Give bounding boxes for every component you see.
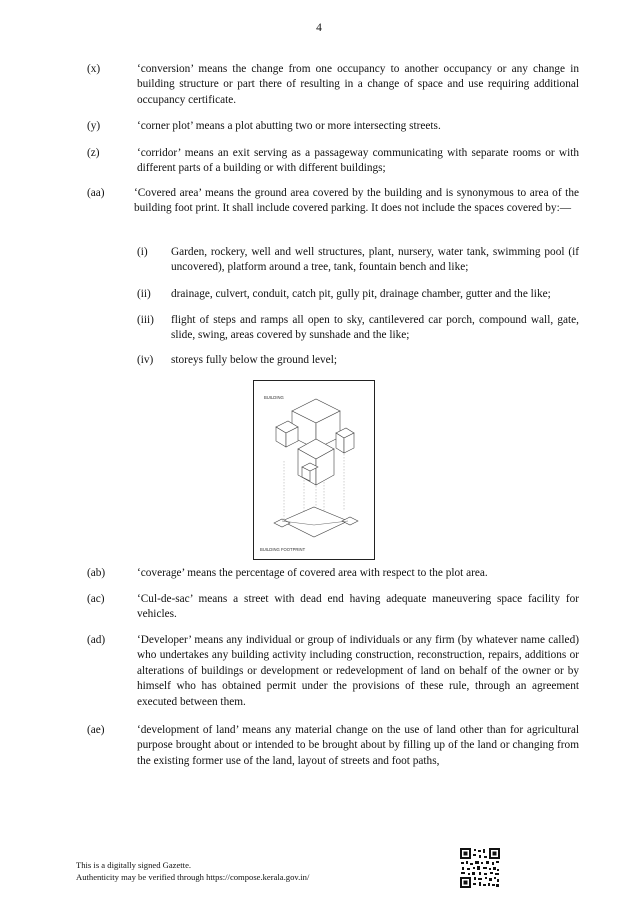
- clause-label: (ad): [87, 634, 106, 646]
- subclause-text: flight of steps and ramps all open to sky, cantilevered car porch, compound wall, gate, slide, swing, areas covered by sunshade and the like;: [171, 314, 579, 342]
- clause-text: ‘coverage’ means the percentage of covered area with respect to the plot area.: [137, 567, 488, 579]
- subclause-iii: [137, 313, 579, 344]
- subclause-iv: [137, 353, 579, 368]
- clause-ad: [87, 633, 579, 710]
- clause-ab: [87, 566, 579, 581]
- clause-text: ‘development of land’ means any material change on the use of land other than for agricultural purpose brought about or intended to be brought about by filling up of the land or changing from the existing former use of the land, layout of streets and foot paths,: [137, 724, 579, 767]
- clause-label: (ae): [87, 724, 105, 736]
- clause-ae: [87, 723, 579, 769]
- page-number: 4: [316, 22, 322, 34]
- clause-z: [87, 146, 579, 177]
- subclause-label: (ii): [137, 288, 151, 300]
- gazette-footer: [76, 860, 309, 883]
- subclause-ii: [137, 287, 579, 302]
- figure-label-footprint: BUILDING FOOTPRINT: [260, 547, 306, 552]
- clause-y: [87, 119, 579, 134]
- clause-aa: [87, 186, 579, 217]
- building-isometric-drawing: [254, 381, 374, 559]
- clause-label: (z): [87, 147, 100, 159]
- subclause-i: [137, 245, 579, 276]
- qr-code-icon: [460, 848, 500, 888]
- clause-text: ‘Developer’ means any individual or group of individuals or any firm (by whatever name called) who undertakes any building activity including construction, reconstruction, repairs, additions or alterations of buildings or development or redevelopment of land on behalf of the owner or by himself who has obtained permit under the provisions of these rule, through an agreement executed between them.: [137, 634, 579, 708]
- subclause-label: (iii): [137, 314, 154, 326]
- clause-text: ‘corner plot’ means a plot abutting two or more intersecting streets.: [137, 120, 441, 132]
- subclause-text: Garden, rockery, well and well structures, plant, nursery, water tank, swimming pool (if uncovered), platform around a tree, tank, fountain bench and like;: [171, 246, 579, 274]
- clause-label: (ac): [87, 593, 105, 605]
- clause-x: [87, 62, 579, 108]
- clause-label: (aa): [87, 187, 105, 199]
- clause-text: ‘corridor’ means an exit serving as a passageway communicating with separate rooms or with different parts of a building or with different buildings;: [137, 147, 579, 175]
- subclause-text: drainage, culvert, conduit, catch pit, gully pit, drainage chamber, gutter and the like;: [171, 288, 551, 300]
- subclause-text: storeys fully below the ground level;: [171, 354, 337, 366]
- footer-line-signed: This is a digitally signed Gazette.: [76, 860, 192, 870]
- clause-text: ‘Covered area’ means the ground area covered by the building and is synonymous to area of the building foot print. It shall include covered parking. It does not include the spaces covered by:—: [134, 187, 579, 215]
- clause-label: (ab): [87, 567, 106, 579]
- subclause-label: (iv): [137, 354, 154, 366]
- clause-ac: [87, 592, 579, 623]
- clause-text: ‘Cul-de-sac’ means a street with dead end having adequate maneuvering space facility for vehicles.: [137, 593, 579, 621]
- clause-label: (x): [87, 63, 101, 75]
- footer-line-verify: Authenticity may be verified through https://compose.kerala.gov.in/: [76, 871, 310, 882]
- clause-text: ‘conversion’ means the change from one occupancy to another occupancy or any change in building structure or part there of resulting in a change of space and use requiring additional occupancy certificate.: [137, 63, 579, 106]
- subclause-label: (i): [137, 246, 148, 258]
- building-footprint-figure: [253, 380, 375, 560]
- clause-label: (y): [87, 120, 101, 132]
- figure-label-building: BUILDING: [264, 395, 284, 400]
